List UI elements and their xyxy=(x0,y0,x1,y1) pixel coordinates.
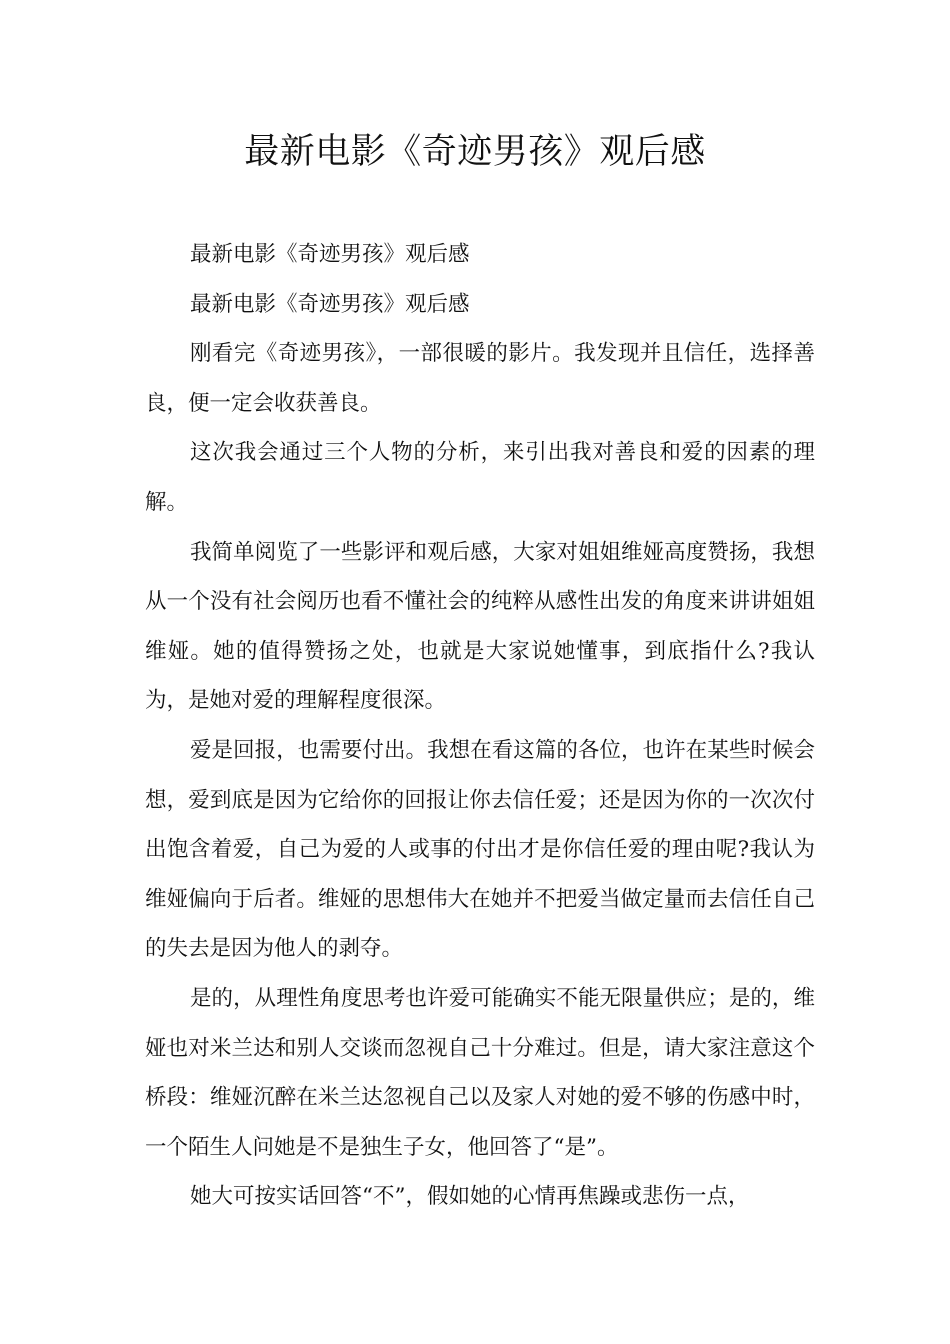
document-title: 最新电影《奇迹男孩》观后感 xyxy=(244,132,706,172)
paragraph: 爱是回报，也需要付出。我想在看这篇的各位，也许在某些时候会想，爱到底是因为它给你的回报让你去信任爱；还是因为你的一次次付出饱含着爱，自己为爱的人或事的付出才是你信任爱的理由呢?我认为维娅偏向于后者。维娅的思想伟大在她并不把爱当做定量而去信任自己的失去是因为他人的剥夺。 xyxy=(145,737,815,962)
paragraph: 她大可按实话回答“不”，假如她的心情再焦躁或悲伤一点， xyxy=(190,1184,750,1210)
paragraph: 我简单阅览了一些影评和观后感，大家对姐姐维娅高度赞扬，我想从一个没有社会阅历也看不懂社会的纯粹从感性出发的角度来讲讲姐姐维娅。她的值得赞扬之处，也就是大家说她懂事，到底指什么?我认为，是她对爱的理解程度很深。 xyxy=(145,539,815,714)
paragraph: 最新电影《奇迹男孩》观后感 xyxy=(190,291,470,317)
document-body xyxy=(145,230,815,1222)
paragraph: 最新电影《奇迹男孩》观后感 xyxy=(190,242,470,267)
paragraph: 是的，从理性角度思考也许爱可能确实不能无限量供应；是的，维娅也对米兰达和别人交谈而忽视自己十分难过。但是，请大家注意这个桥段：维娅沉醉在米兰达忽视自己以及家人对她的爱不够的伤感中时，一个陌生人问她是不是独生子女，他回答了“是”。 xyxy=(145,985,815,1160)
paragraph: 刚看完《奇迹男孩》，一部很暖的影片。我发现并且信任，选择善良，便一定会收获善良。 xyxy=(145,341,815,416)
paragraph: 这次我会通过三个人物的分析，来引出我对善良和爱的因素的理解。 xyxy=(145,440,815,515)
